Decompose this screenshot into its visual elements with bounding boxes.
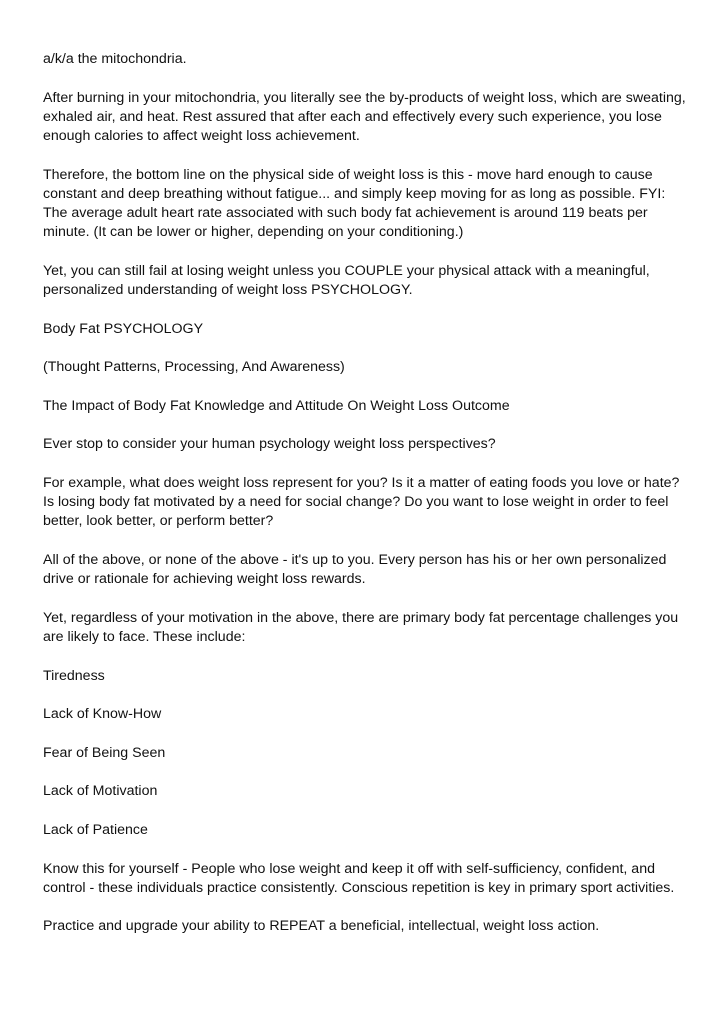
paragraph-mitochondria-note: a/k/a the mitochondria. xyxy=(43,51,187,67)
section-heading: Body Fat PSYCHOLOGY xyxy=(43,320,204,337)
section-subheading: (Thought Patterns, Processing, And Awareness) xyxy=(43,359,345,376)
challenge-item: Lack of Know-How xyxy=(43,706,162,723)
challenge-item: Lack of Motivation xyxy=(43,783,158,800)
challenge-item: Fear of Being Seen xyxy=(43,744,166,761)
paragraph-personal-drive: All of the above, or none of the above - it's up to you. Every person has his or her own personalized drive or rationale for achieving weight loss rewards. xyxy=(43,551,667,588)
document-page xyxy=(43,50,693,956)
challenge-item: Tiredness xyxy=(43,667,105,684)
paragraph-byproducts: After burning in your mitochondria, you literally see the by-products of weight loss, which are sweating, exhaled air, and heat. Rest assured that after each and effectively every such experience, you lose enough calories to affect weight loss achievement. xyxy=(43,89,686,144)
paragraph-practice: Practice and upgrade your ability to REPEAT a beneficial, intellectual, weight loss action. xyxy=(43,918,600,935)
paragraph-challenges-intro: Yet, regardless of your motivation in the above, there are primary body fat percentage challenges you are likely to face. These include: xyxy=(43,609,679,645)
paragraph-bottom-line: Therefore, the bottom line on the physical side of weight loss is this - move hard enough to cause constant and deep breathing without fatigue... and simply keep moving for as long as possible. FYI: The average adult heart rate associated with such body fat achievement is around 119 beats per minute. (It can be lower or higher, depending on your conditioning.) xyxy=(43,166,666,241)
section-title: The Impact of Body Fat Knowledge and Attitude On Weight Loss Outcome xyxy=(43,397,510,414)
challenge-item: Lack of Patience xyxy=(43,821,148,838)
paragraph-examples: For example, what does weight loss represent for you? Is it a matter of eating foods you love or hate? Is losing body fat motivated by a need for social change? Do you want to lose weight in order to feel better, look better, or perform better? xyxy=(43,474,680,530)
paragraph-know-this: Know this for yourself - People who lose weight and keep it off with self-sufficiency, confident, and control - these individuals practice consistently. Conscious repetition is key in primary sport activities. xyxy=(43,860,675,896)
paragraph-question: Ever stop to consider your human psychology weight loss perspectives? xyxy=(43,436,496,453)
paragraph-couple-psychology: Yet, you can still fail at losing weight unless you COUPLE your physical attack with a meaningful, personalized understanding of weight loss PSYCHOLOGY. xyxy=(43,262,650,298)
